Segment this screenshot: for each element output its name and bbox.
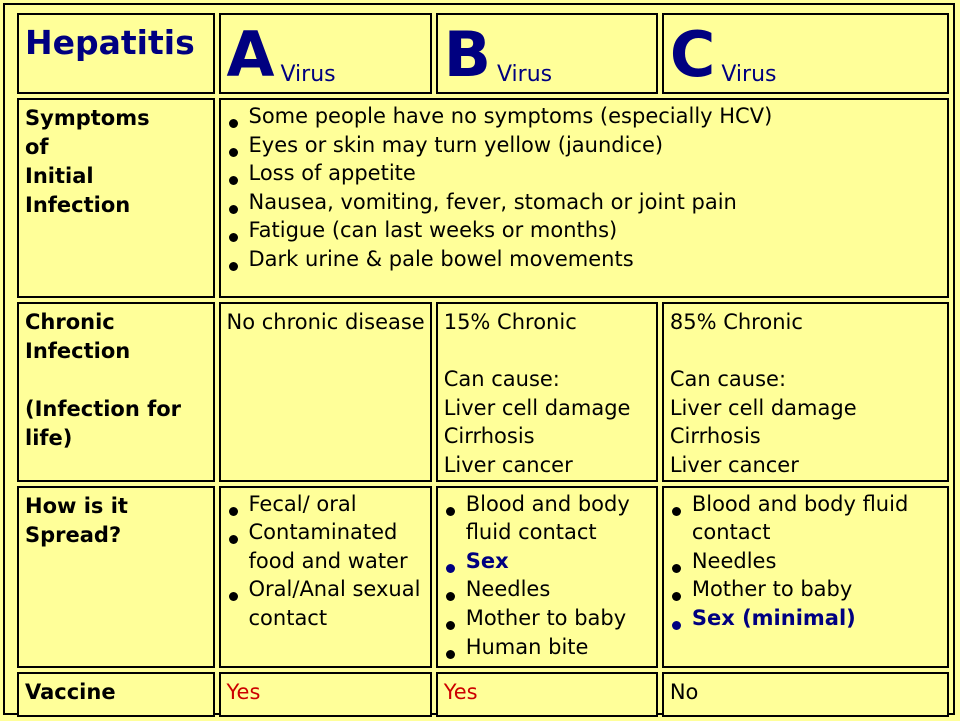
symptoms-cell [219,98,950,298]
cell-line: Can cause: [669,367,787,392]
column-header-c [662,13,949,94]
list-item: Contaminated food and water [225,518,426,575]
list-item: Nausea, vomiting, fever, stomach or joint pain [225,188,944,217]
bullet-icon [229,233,238,242]
vaccine-cell-b [436,672,658,717]
list-item: Fatigue (can last weeks or months) [225,216,944,245]
list-item: Needles [668,547,943,576]
row-label-spread [17,486,215,668]
row-label-symptoms [17,98,215,298]
vaccine-value-a: Yes [226,679,261,704]
bullet-icon [446,564,455,573]
row-label-vaccine: Vaccine [17,672,215,717]
bullet-icon [229,262,238,271]
bullet-icon [229,119,238,128]
spread-cell-c [662,486,949,668]
vaccine-value-b: Yes [443,679,478,704]
row-label-line [25,366,213,395]
row-label-line: (Infection for [25,397,182,421]
cell-line: Cirrhosis [669,424,761,449]
cell-line: No chronic disease [226,310,425,334]
row-label-chronic [17,302,215,482]
virus-word-c: Virus [721,62,777,87]
bullet-icon [229,148,238,157]
bullet-icon [229,176,238,185]
list-item: Human bite [442,633,652,662]
row-label-line: Symptoms [25,106,150,130]
row-label-line: life) [25,426,73,450]
cell-line: Liver cancer [669,452,799,477]
column-header-b [436,13,658,94]
cell-line: Liver cancer [443,452,573,477]
list-item: Blood and body fluid contact [442,490,652,547]
bullet-icon [229,507,238,516]
row-label-line: Initial [25,164,94,188]
bullet-icon [672,564,681,573]
symptoms-list [221,100,948,274]
bullet-icon [446,592,455,601]
list-item: Some people have no symptoms (especially HCV) [225,102,944,131]
chronic-row [17,302,949,482]
bullet-icon [446,507,455,516]
bullet-icon [229,205,238,214]
vaccine-row [17,672,949,717]
bullet-icon [229,535,238,544]
row-label-line: Infection [25,339,131,363]
list-item: Needles [442,575,652,604]
column-header-a [219,13,432,94]
row-label-line: Chronic [25,310,115,334]
virus-letter-c: C [669,18,716,91]
cell-line: Cirrhosis [443,424,535,449]
bullet-icon [672,592,681,601]
spread-list-a [221,488,430,633]
spread-list-c [664,488,947,633]
virus-word-a: Virus [280,62,336,87]
cell-line: 85% Chronic [669,310,803,334]
list-item: Blood and body fluid contact [668,490,943,547]
header-row [17,13,949,94]
row-label-line: How is it [25,493,128,518]
list-item: Fecal/ oral [225,490,426,519]
cell-line [670,337,943,366]
spread-cell-b [436,486,658,668]
spread-cell-a [219,486,432,668]
list-item: Eyes or skin may turn yellow (jaundice) [225,131,944,160]
bullet-icon [672,507,681,516]
list-item: Mother to baby [668,575,943,604]
vaccine-value-c: No [669,679,699,704]
chronic-cell-a [219,302,432,482]
row-label-line: Infection [25,193,131,217]
list-item: Sex (minimal) [668,604,943,633]
virus-letter-b: B [443,18,491,91]
cell-line: Can cause: [443,367,560,392]
spread-list-b [438,488,656,662]
symptoms-row [17,98,949,298]
cell-line: 15% Chronic [443,310,577,334]
list-item: Sex [442,547,652,576]
bullet-icon [672,621,681,630]
spread-row [17,486,949,668]
virus-letter-a: A [226,18,275,91]
list-item: Mother to baby [442,604,652,633]
cell-line: Liver cell damage [443,395,631,420]
chronic-cell-b [436,302,658,482]
table-title: Hepatitis [17,13,215,94]
vaccine-cell-a [219,672,432,717]
list-item: Dark urine & pale bowel movements [225,245,944,274]
bullet-icon [446,621,455,630]
cell-line: Liver cell damage [669,395,857,420]
bullet-icon [229,592,238,601]
virus-word-b: Virus [496,62,553,87]
chronic-cell-c [662,302,949,482]
list-item: Loss of appetite [225,159,944,188]
cell-line [444,337,652,366]
hepatitis-table [13,9,953,721]
table-frame [3,3,955,715]
list-item: Oral/Anal sexual contact [225,575,426,632]
row-label-line: of [25,135,49,159]
vaccine-cell-c [662,672,949,717]
bullet-icon [446,650,455,659]
row-label-line: Spread? [25,522,122,547]
